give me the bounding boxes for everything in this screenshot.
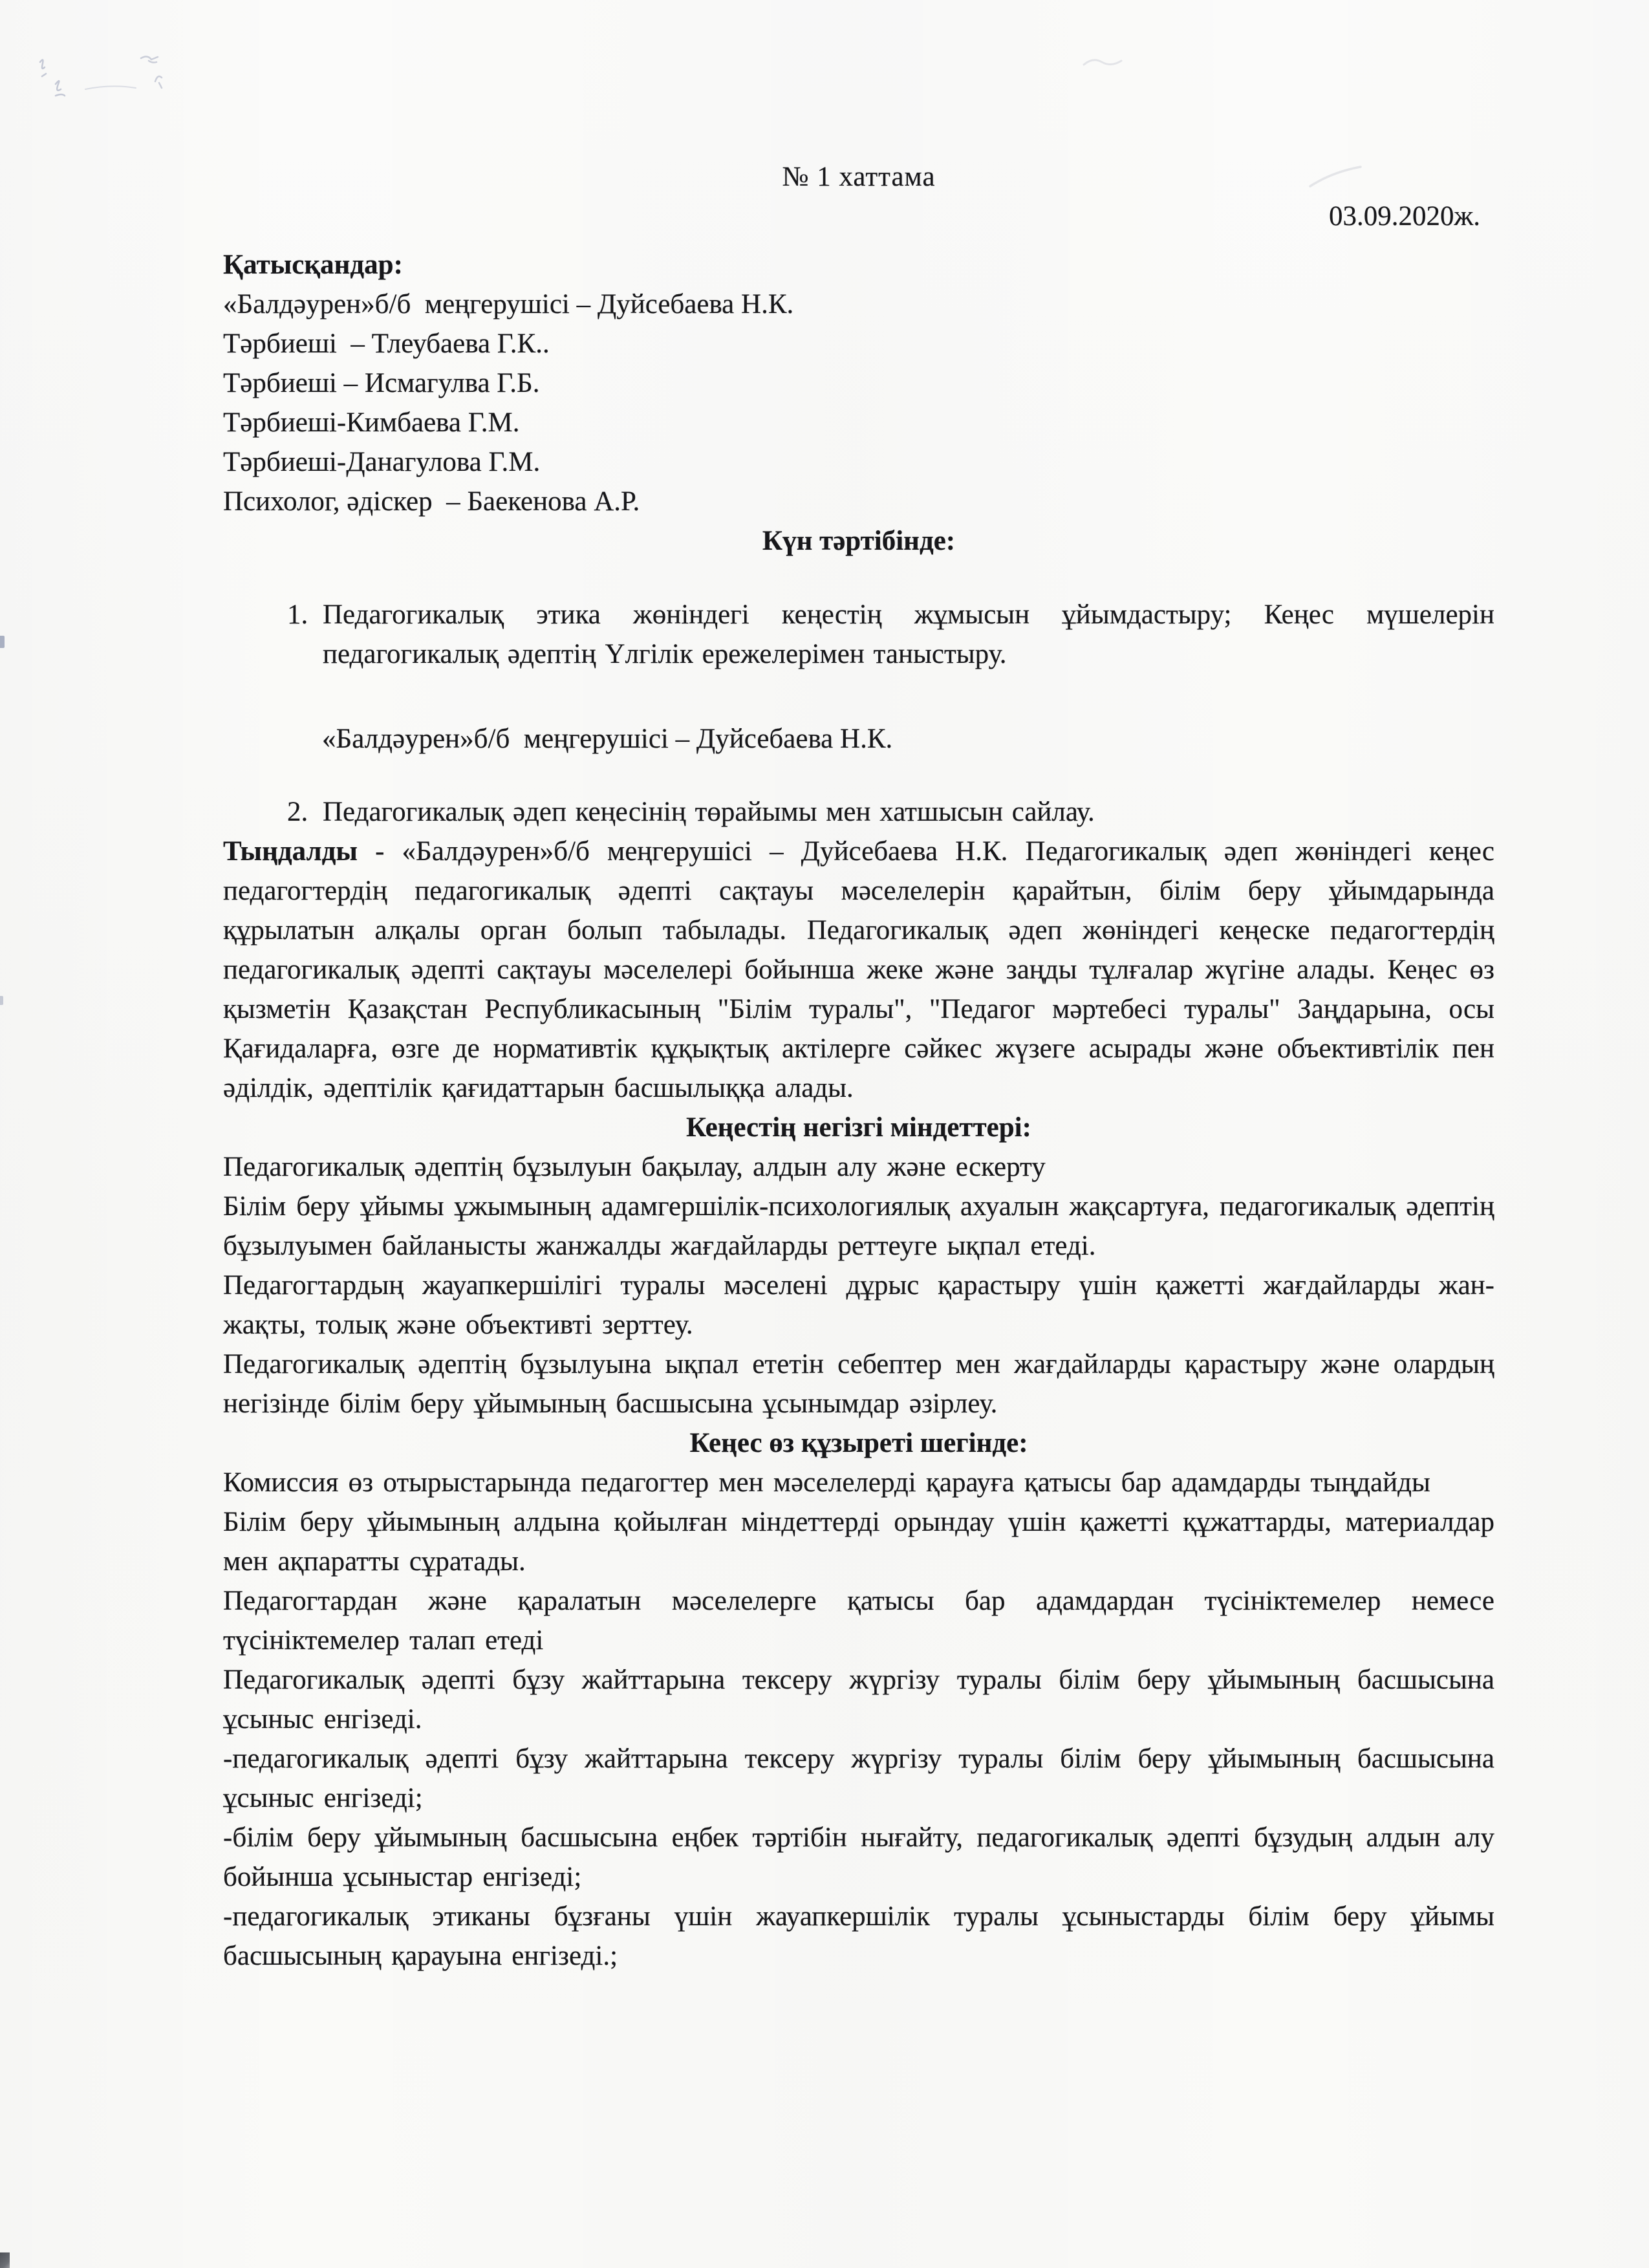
agenda-item-text: Педагогикалық этика жөніндегі кеңестің жұмысын ұйымдастыру; Кеңес мүшелерін педагогикалық әдептің Үлгілік ережелерімен таныстыру.	[323, 599, 1494, 669]
document-title: № 1 хаттама	[782, 162, 936, 192]
paragraph: -педагогикалық этиканы бұзғаны үшін жауапкершілік туралы ұсыныстарды білім беру ұйымы басшысының қарауына енгізеді.;	[223, 1901, 1494, 1971]
agenda-item-number: 1.	[287, 599, 308, 630]
paragraph: Педагогтардан және қаралатын мәселелерге қатысы бар адамдардан түсініктемелер немесе түсініктемелер талап етеді	[223, 1586, 1494, 1656]
agenda-item	[287, 792, 1494, 832]
left-edge-scan-mark	[0, 996, 3, 1005]
heard-text: - «Балдәурен»б/б меңгерушісі – Дуйсебаева Н.К. Педагогикалық әдеп жөніндегі кеңес педагогтердің педагогикалық әдепті сақтауы мәселелерін қарайтын, білім беру ұйымдарында құрылатын алқалы орган болып табылады. Педагогикалық әдеп жөніндегі кеңеске педагогтердің педагогикалық әдепті сақтауы мәселелері бойынша жеке және заңды тұлғалар жүгіне алады. Кеңес өз қызметін Қазақстан Республикасының "Білім туралы", "Педагог мәртебесі туралы" Заңдарына, осы Қағидаларға, өзге де нормативтік құқықтық актілерге сәйкес жүзеге асырады және объективтілік пен әділдік, әдептілік қағидаттарын басшылыққа алады.	[223, 836, 1494, 1103]
paragraph: Білім беру ұйымы ұжымының адамгершілік-психологиялық ахуалын жақсартуға, педагогикалық әдептің бұзылуымен байланысты жанжалды жағдайларды реттеуге ықпал етеді.	[223, 1191, 1494, 1261]
participants-heading: Қатысқандар:	[223, 250, 403, 280]
heard-lead: Тыңдалды	[223, 836, 358, 867]
left-edge-scan-mark	[0, 636, 5, 648]
participant-line: «Балдәурен»б/б меңгерушісі – Дуйсебаева Н.К.	[223, 289, 794, 319]
section-heading-competence: Кеңес өз құзыреті шегінде:	[689, 1428, 1028, 1458]
agenda-item-number: 2.	[287, 797, 308, 827]
agenda-item-text: Педагогикалық әдеп кеңесінің төрайымы мен хатшысын сайлау.	[323, 797, 1095, 827]
agenda-item	[287, 595, 1494, 674]
paragraph: Білім беру ұйымының алдына қойылған міндеттерді орындау үшін қажетті құжаттарды, материалдар мен ақпаратты сұратады.	[223, 1507, 1494, 1577]
participant-line: Тәрбиеші-Данагулова Г.М.	[223, 447, 541, 477]
paragraph: Педагогтардың жауапкершілігі туралы мәселені дұрыс қарастыру үшін қажетті жағдайларды жан-жақты, толық және объективті зерттеу.	[223, 1270, 1494, 1340]
participant-line: Психолог, әдіскер – Баекенова А.Р.	[223, 486, 640, 517]
section-heading-duties: Кеңестің негізгі міндеттері:	[686, 1112, 1031, 1143]
participant-line: Тәрбиеші – Тлеубаева Г.К..	[223, 329, 550, 359]
paragraph: -педагогикалық әдепті бұзу жайттарына тексеру жүргізу туралы білім беру ұйымының басшысына ұсыныс енгізеді;	[223, 1744, 1494, 1813]
bottom-left-corner-mark	[0, 2252, 10, 2268]
speaker-note: «Балдәурен»б/б меңгерушісі – Дуйсебаева Н.К.	[322, 724, 893, 754]
paragraph: Педагогикалық әдепті бұзу жайттарына тексеру жүргізу туралы білім беру ұйымының басшысына ұсыныс енгізеді.	[223, 1665, 1494, 1734]
participant-line: Тәрбиеші – Исмагулва Г.Б.	[223, 368, 540, 398]
heard-paragraph	[223, 832, 1494, 1108]
paragraph: Комиссия өз отырыстарында педагогтер мен мәселелерді қарауға қатысы бар адамдарды тыңдайды	[223, 1467, 1430, 1498]
paragraph: Педагогикалық әдептің бұзылуын бақылау, алдын алу және ескерту	[223, 1152, 1046, 1182]
agenda-heading: Күн тәртібінде:	[762, 526, 956, 556]
document-date: 03.09.2020ж.	[1329, 201, 1480, 232]
paragraph: -білім беру ұйымының басшысына еңбек тәртібін нығайту, педагогикалық әдепті бұзудың алдын алу бойынша ұсыныстар енгізеді;	[223, 1822, 1494, 1892]
document-body	[223, 157, 1494, 1976]
paragraph: Педагогикалық әдептің бұзылуына ықпал ететін себептер мен жағдайларды қарастыру және олардың негізінде білім беру ұйымының басшысына ұсынымдар әзірлеу.	[223, 1349, 1494, 1419]
pencil-scribble-marks	[26, 44, 200, 122]
participant-line: Тәрбиеші-Кимбаева Г.М.	[223, 407, 520, 438]
scan-smudge	[1079, 50, 1130, 76]
